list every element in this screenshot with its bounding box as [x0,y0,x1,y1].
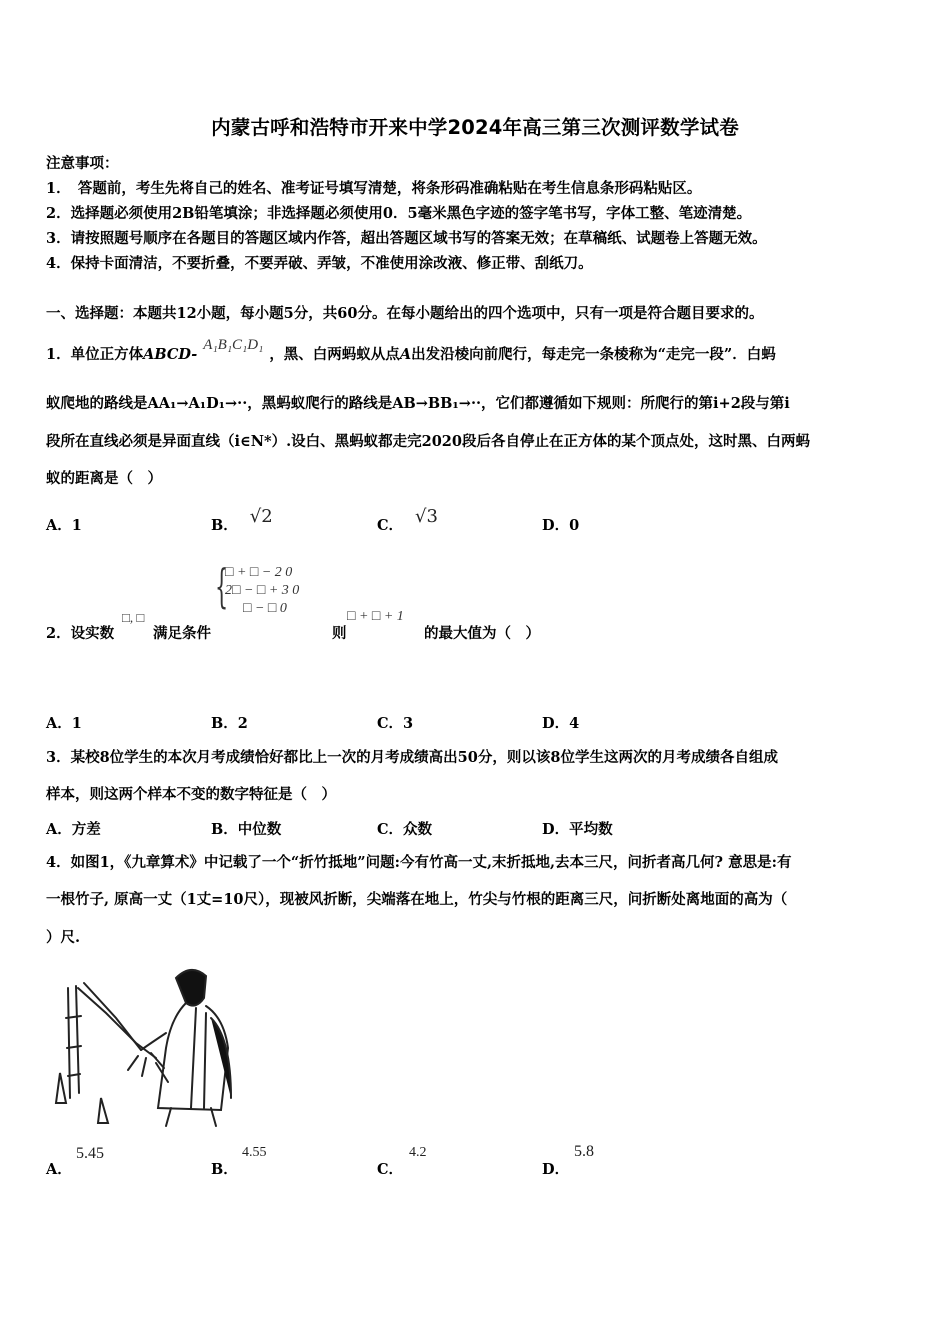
q4-option-d-value: 5.8 [574,1143,594,1160]
q1-line3: 段所在直线必须是异面直线（i∈N*）.设白、黑蚂蚁都走完2020段后各自停止在正方体的某个顶点处，这时黑、白两蚂 [46,433,810,450]
constraint-2: 2□ − □ + 3 0 [225,583,300,598]
bamboo-figure-illustration [46,958,236,1128]
notes-heading: 注意事项： [46,155,119,172]
sqrt3-math: √3 [415,506,438,527]
q1-line1 [46,337,776,364]
q1-text-b: ABCD- [143,346,198,363]
q2-option-d[interactable]: D．4 [542,715,580,732]
q1-text-c: ，黑、白两蚂蚁从点 [269,346,400,363]
q3-option-d[interactable]: D．平均数 [542,821,613,838]
q3-option-b[interactable]: B．中位数 [211,821,282,838]
q2-text-c: 则 [332,625,347,642]
q2-option-a[interactable]: A．1 [46,715,82,732]
q1-line2: 蚁爬地的路线是AA₁→A₁D₁→··，黑蚂蚁爬行的路线是AB→BB₁→··，它们都遵循如下规则：所爬行的第i+2段与第i [46,395,790,412]
q4-option-c-value: 4.2 [409,1145,427,1160]
q4-option-b-value: 4.55 [242,1145,267,1160]
q1-math-cube: A₁B₁C₁D₁ [203,337,264,353]
q1-option-c[interactable]: C． √3 [377,506,438,534]
q2-text-d: 的最大值为（ ） [424,625,540,642]
brace-symbol: { [215,559,229,613]
q2-constraint-system [215,559,335,625]
section-heading: 一、选择题：本题共12小题，每小题5分，共60分。在每小题给出的四个选项中，只有一项是符合题目要求的。 [46,305,764,322]
q4-option-a[interactable]: A． [46,1161,72,1178]
note-item-1: 1． 答题前，考生先将自己的姓名、准考证号填写清楚，将条形码准确粘贴在考生信息条形码粘贴区。 [46,180,702,197]
q4-line2: 一根竹子, 原高一丈（1丈=10尺），现被风折断，尖端落在地上，竹尖与竹根的距离三尺，问折断处离地面的高为（ [46,891,788,908]
q2-option-b[interactable]: B．2 [211,715,248,732]
q1-text-e: 出发沿棱向前爬行，每走完一条棱称为“走完一段”．白蚂 [411,346,776,363]
note-item-3: 3．请按照题号顺序在各题目的答题区域内作答，超出答题区域书写的答案无效；在草稿纸、试题卷上答题无效。 [46,230,767,247]
q2-vars: □, □ [122,610,145,625]
q1-line4: 蚁的距离是（ ） [46,470,162,487]
q1-text-a: 1．单位正方体 [46,346,144,363]
q4-line1: 4．如图1，《九章算术》中记载了一个“折竹抵地”问题:今有竹高一丈,末折抵地,去本三尺，问折者高几何? 意思是:有 [46,854,792,871]
constraint-3: □ − □ 0 [243,601,287,616]
q2-option-c[interactable]: C．3 [377,715,414,732]
q4-option-b[interactable]: B． [211,1161,238,1178]
q2-expression: □ + □ + 1 [347,609,404,624]
q3-option-a[interactable]: A．方差 [46,821,101,838]
note-item-4: 4．保持卡面清洁，不要折叠，不要弄破、弄皱，不准使用涂改液、修正带、刮纸刀。 [46,255,593,272]
note-item-2: 2．选择题必须使用2B铅笔填涂；非选择题必须使用0．5毫米黑色字迹的签字笔书写，字体工整、笔迹清楚。 [46,205,752,222]
q4-option-d[interactable]: D． [542,1161,570,1178]
q4-option-a-value: 5.45 [76,1145,104,1162]
q1-option-d[interactable]: D．0 [542,517,580,534]
q2-text-a: 2．设实数 [46,625,115,642]
q2-text-b: 满足条件 [153,625,211,642]
q3-line2: 样本，则这两个样本不变的数字特征是（ ） [46,786,336,803]
page-title: 内蒙古呼和浩特市开来中学2024年高三第三次测评数学试卷 [211,116,739,139]
constraint-1: □ + □ − 2 0 [225,565,293,580]
q1-text-d: A [399,346,412,363]
q4-option-c[interactable]: C． [377,1161,404,1178]
q3-line1: 3．某校8位学生的本次月考成绩恰好都比上一次的月考成绩高出50分，则以该8位学生这两次的月考成绩各自组成 [46,749,778,766]
q3-option-c[interactable]: C．众数 [377,821,433,838]
sqrt2-math: √2 [249,506,273,527]
q1-option-a[interactable]: A．1 [46,517,82,534]
q1-option-b[interactable]: B． √2 [211,506,273,534]
q4-line3: ）尺. [46,929,81,946]
